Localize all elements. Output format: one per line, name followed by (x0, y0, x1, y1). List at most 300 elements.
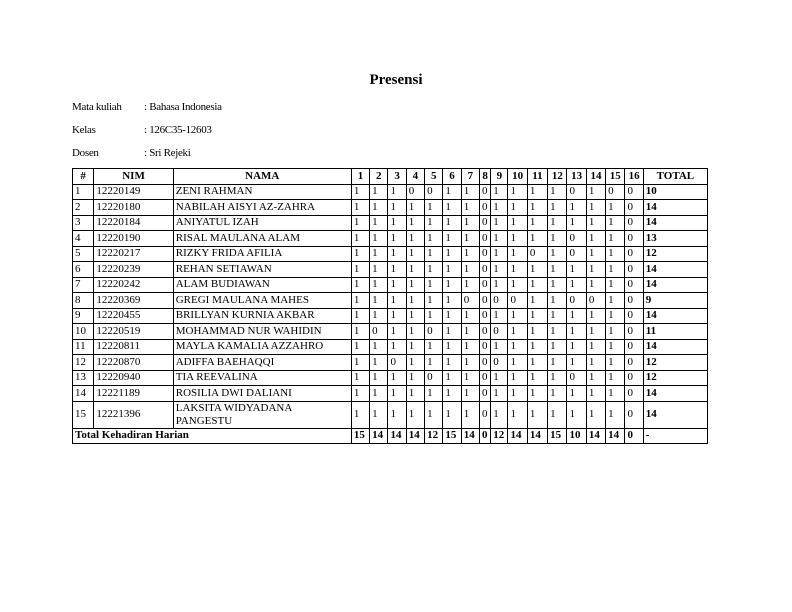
attendance-cell: 1 (461, 277, 479, 293)
attendance-cell: 1 (406, 231, 424, 247)
total-cell: 14 (643, 339, 707, 355)
attendance-cell: 0 (425, 370, 443, 386)
attendance-cell: 1 (425, 386, 443, 402)
attendance-cell: 1 (586, 184, 605, 200)
attendance-cell: 1 (606, 355, 625, 371)
attendance-cell: 1 (491, 215, 508, 231)
attendance-cell: 1 (527, 200, 547, 216)
attendance-cell: 1 (461, 184, 479, 200)
attendance-cell: 0 (480, 339, 491, 355)
attendance-cell: 0 (625, 386, 643, 402)
attendance-cell: 1 (370, 293, 388, 309)
attendance-cell: 1 (461, 308, 479, 324)
attendance-cell: 1 (406, 308, 424, 324)
daily-total-cell: 14 (527, 428, 547, 444)
table-row (73, 246, 708, 262)
attendance-cell: 1 (508, 277, 527, 293)
attendance-cell: 1 (461, 355, 479, 371)
student-nim: 12220519 (94, 324, 173, 340)
attendance-cell: 1 (508, 246, 527, 262)
attendance-cell: 1 (606, 401, 625, 428)
attendance-cell: 0 (480, 262, 491, 278)
attendance-cell: 1 (548, 262, 567, 278)
attendance-cell: 1 (606, 231, 625, 247)
attendance-cell: 1 (567, 262, 586, 278)
row-number: 4 (73, 231, 94, 247)
daily-total-cell: 0 (480, 428, 491, 444)
attendance-cell: 1 (443, 246, 461, 262)
student-nim: 12220149 (94, 184, 173, 200)
attendance-cell: 1 (443, 386, 461, 402)
attendance-cell: 1 (548, 324, 567, 340)
lecturer-label: Dosen (72, 147, 99, 159)
attendance-cell: 1 (425, 246, 443, 262)
attendance-cell: 1 (443, 401, 461, 428)
attendance-cell: 1 (548, 370, 567, 386)
row-number: 1 (73, 184, 94, 200)
table-row (73, 339, 708, 355)
attendance-cell: 1 (508, 308, 527, 324)
attendance-cell: 1 (461, 200, 479, 216)
attendance-cell: 1 (491, 277, 508, 293)
attendance-cell: 1 (370, 277, 388, 293)
column-header: 8 (480, 169, 491, 185)
attendance-cell: 1 (461, 231, 479, 247)
table-row (73, 370, 708, 386)
attendance-cell: 1 (527, 324, 547, 340)
attendance-cell: 1 (491, 184, 508, 200)
class-value: : 126C35-12603 (144, 124, 212, 136)
total-row (73, 428, 708, 444)
total-cell: 10 (643, 184, 707, 200)
table-row (73, 231, 708, 247)
attendance-cell: 1 (425, 277, 443, 293)
attendance-cell: 1 (548, 293, 567, 309)
attendance-cell: 1 (491, 200, 508, 216)
table-row (73, 262, 708, 278)
row-number: 8 (73, 293, 94, 309)
attendance-cell: 1 (606, 215, 625, 231)
total-cell: 12 (643, 246, 707, 262)
row-number: 3 (73, 215, 94, 231)
attendance-cell: 0 (480, 277, 491, 293)
attendance-cell: 1 (606, 324, 625, 340)
daily-total-cell: 15 (351, 428, 369, 444)
attendance-cell: 1 (461, 262, 479, 278)
attendance-cell: 0 (491, 355, 508, 371)
row-number: 14 (73, 386, 94, 402)
attendance-cell: 0 (480, 184, 491, 200)
daily-total-cell: 14 (406, 428, 424, 444)
attendance-cell: 1 (406, 262, 424, 278)
attendance-cell: 1 (527, 262, 547, 278)
attendance-cell: 1 (406, 386, 424, 402)
attendance-cell: 1 (548, 184, 567, 200)
attendance-cell: 1 (370, 262, 388, 278)
table-row (73, 401, 708, 428)
attendance-cell: 0 (406, 184, 424, 200)
attendance-cell: 1 (388, 339, 406, 355)
attendance-cell: 0 (606, 184, 625, 200)
student-name: MAYLA KAMALIA AZZAHRO (173, 339, 351, 355)
page-title: Presensi (369, 72, 423, 88)
attendance-cell: 1 (461, 339, 479, 355)
attendance-cell: 1 (461, 215, 479, 231)
attendance-cell: 1 (370, 339, 388, 355)
attendance-cell: 1 (586, 339, 605, 355)
student-name: ANIYATUL IZAH (173, 215, 351, 231)
attendance-cell: 1 (508, 262, 527, 278)
attendance-cell: 1 (425, 215, 443, 231)
row-number: 2 (73, 200, 94, 216)
attendance-cell: 1 (370, 386, 388, 402)
attendance-cell: 1 (425, 262, 443, 278)
row-number: 15 (73, 401, 94, 428)
attendance-cell: 1 (406, 277, 424, 293)
attendance-cell: 1 (508, 401, 527, 428)
attendance-cell: 1 (586, 308, 605, 324)
attendance-cell: 0 (480, 293, 491, 309)
attendance-cell: 0 (425, 324, 443, 340)
total-cell: 14 (643, 308, 707, 324)
student-name: ZENI RAHMAN (173, 184, 351, 200)
attendance-cell: 1 (527, 215, 547, 231)
attendance-cell: 1 (443, 215, 461, 231)
attendance-cell: 1 (443, 231, 461, 247)
table-row (73, 277, 708, 293)
column-header: 6 (443, 169, 461, 185)
attendance-cell: 1 (606, 200, 625, 216)
attendance-cell: 0 (625, 231, 643, 247)
attendance-cell: 1 (388, 246, 406, 262)
student-nim: 12220940 (94, 370, 173, 386)
lecturer-value: : Sri Rejeki (144, 147, 191, 159)
attendance-cell: 1 (606, 262, 625, 278)
column-header: 5 (425, 169, 443, 185)
attendance-cell: 1 (508, 215, 527, 231)
attendance-cell: 1 (388, 200, 406, 216)
attendance-cell: 1 (586, 355, 605, 371)
attendance-cell: 1 (370, 355, 388, 371)
student-nim: 12221396 (94, 401, 173, 428)
attendance-cell: 0 (625, 184, 643, 200)
attendance-cell: 1 (425, 200, 443, 216)
attendance-cell: 1 (527, 370, 547, 386)
table-row (73, 355, 708, 371)
attendance-cell: 1 (508, 355, 527, 371)
grand-total-cell: - (643, 428, 707, 444)
attendance-cell: 0 (625, 277, 643, 293)
attendance-cell: 1 (491, 339, 508, 355)
attendance-cell: 1 (425, 293, 443, 309)
attendance-cell: 1 (388, 215, 406, 231)
attendance-cell: 1 (567, 339, 586, 355)
attendance-cell: 1 (425, 339, 443, 355)
column-header: 7 (461, 169, 479, 185)
attendance-cell: 1 (406, 324, 424, 340)
attendance-cell: 1 (351, 355, 369, 371)
attendance-cell: 1 (567, 200, 586, 216)
daily-total-cell: 10 (567, 428, 586, 444)
attendance-cell: 1 (388, 401, 406, 428)
attendance-cell: 0 (567, 231, 586, 247)
daily-total-cell: 15 (548, 428, 567, 444)
attendance-cell: 0 (480, 324, 491, 340)
attendance-cell: 1 (527, 293, 547, 309)
attendance-cell: 1 (491, 262, 508, 278)
row-number: 13 (73, 370, 94, 386)
attendance-cell: 1 (606, 339, 625, 355)
attendance-cell: 1 (370, 370, 388, 386)
row-number: 6 (73, 262, 94, 278)
attendance-cell: 1 (351, 386, 369, 402)
table-row (73, 293, 708, 309)
student-name: NABILAH AISYI AZ-ZAHRA (173, 200, 351, 216)
total-cell: 14 (643, 262, 707, 278)
student-name: GREGI MAULANA MAHES (173, 293, 351, 309)
attendance-cell: 0 (425, 184, 443, 200)
attendance-cell: 1 (406, 370, 424, 386)
attendance-cell: 1 (388, 262, 406, 278)
attendance-cell: 1 (388, 370, 406, 386)
column-header: # (73, 169, 94, 185)
attendance-cell: 1 (586, 231, 605, 247)
attendance-cell: 1 (425, 355, 443, 371)
student-nim: 12220455 (94, 308, 173, 324)
attendance-cell: 0 (625, 293, 643, 309)
student-nim: 12220239 (94, 262, 173, 278)
attendance-cell: 1 (548, 308, 567, 324)
attendance-cell: 0 (480, 308, 491, 324)
daily-total-cell: 14 (370, 428, 388, 444)
attendance-cell: 1 (406, 293, 424, 309)
attendance-cell: 0 (625, 401, 643, 428)
attendance-cell: 1 (508, 386, 527, 402)
daily-total-cell: 14 (586, 428, 605, 444)
attendance-cell: 1 (527, 355, 547, 371)
attendance-cell: 1 (606, 308, 625, 324)
attendance-cell: 1 (586, 262, 605, 278)
attendance-cell: 1 (527, 401, 547, 428)
attendance-cell: 0 (625, 308, 643, 324)
attendance-cell: 0 (370, 324, 388, 340)
table-row (73, 200, 708, 216)
attendance-cell: 0 (480, 401, 491, 428)
attendance-cell: 1 (586, 401, 605, 428)
student-name: ROSILIA DWI DALIANI (173, 386, 351, 402)
row-number: 5 (73, 246, 94, 262)
attendance-cell: 1 (548, 401, 567, 428)
student-nim: 12220180 (94, 200, 173, 216)
attendance-cell: 1 (461, 370, 479, 386)
attendance-cell: 1 (586, 277, 605, 293)
attendance-cell: 1 (406, 246, 424, 262)
attendance-cell: 1 (606, 293, 625, 309)
student-name: LAKSITA WIDYADANA PANGESTU (173, 401, 351, 428)
attendance-cell: 1 (508, 370, 527, 386)
attendance-cell: 1 (351, 324, 369, 340)
attendance-cell: 0 (567, 184, 586, 200)
attendance-cell: 0 (586, 293, 605, 309)
table-row (73, 184, 708, 200)
total-cell: 12 (643, 370, 707, 386)
attendance-cell: 1 (567, 386, 586, 402)
attendance-cell: 1 (567, 277, 586, 293)
attendance-cell: 1 (527, 339, 547, 355)
attendance-cell: 1 (425, 308, 443, 324)
column-header: NIM (94, 169, 173, 185)
attendance-cell: 1 (406, 215, 424, 231)
total-cell: 14 (643, 215, 707, 231)
student-nim: 12220217 (94, 246, 173, 262)
attendance-cell: 1 (388, 293, 406, 309)
attendance-cell: 1 (491, 308, 508, 324)
daily-total-cell: 14 (388, 428, 406, 444)
attendance-cell: 1 (351, 262, 369, 278)
attendance-cell: 1 (606, 386, 625, 402)
attendance-cell: 1 (370, 215, 388, 231)
table-row (73, 215, 708, 231)
attendance-cell: 1 (351, 200, 369, 216)
attendance-cell: 1 (567, 215, 586, 231)
daily-total-cell: 12 (425, 428, 443, 444)
attendance-cell: 1 (527, 231, 547, 247)
attendance-cell: 0 (480, 370, 491, 386)
column-header: 4 (406, 169, 424, 185)
total-cell: 12 (643, 355, 707, 371)
attendance-cell: 1 (443, 184, 461, 200)
header-row (73, 169, 708, 185)
column-header: 3 (388, 169, 406, 185)
column-header: 10 (508, 169, 527, 185)
attendance-cell: 0 (480, 355, 491, 371)
total-cell: 14 (643, 401, 707, 428)
attendance-cell: 1 (508, 200, 527, 216)
attendance-cell: 1 (508, 231, 527, 247)
student-nim: 12220811 (94, 339, 173, 355)
attendance-cell: 1 (606, 277, 625, 293)
attendance-cell: 0 (508, 293, 527, 309)
column-header: 13 (567, 169, 586, 185)
attendance-cell: 1 (606, 246, 625, 262)
attendance-cell: 1 (548, 277, 567, 293)
attendance-cell: 1 (586, 370, 605, 386)
attendance-cell: 1 (461, 401, 479, 428)
attendance-cell: 1 (567, 324, 586, 340)
attendance-cell: 1 (388, 231, 406, 247)
attendance-cell: 0 (625, 262, 643, 278)
attendance-cell: 1 (527, 184, 547, 200)
attendance-cell: 1 (443, 370, 461, 386)
attendance-cell: 1 (351, 277, 369, 293)
attendance-cell: 1 (548, 231, 567, 247)
column-header: 14 (586, 169, 605, 185)
attendance-cell: 0 (527, 246, 547, 262)
attendance-cell: 1 (406, 401, 424, 428)
attendance-cell: 0 (625, 355, 643, 371)
attendance-cell: 0 (625, 215, 643, 231)
attendance-cell: 1 (586, 386, 605, 402)
attendance-cell: 1 (586, 324, 605, 340)
attendance-cell: 1 (491, 246, 508, 262)
attendance-cell: 1 (586, 246, 605, 262)
attendance-cell: 1 (443, 277, 461, 293)
attendance-cell: 1 (388, 184, 406, 200)
attendance-cell: 1 (527, 386, 547, 402)
attendance-cell: 1 (548, 200, 567, 216)
daily-total-cell: 0 (625, 428, 643, 444)
attendance-cell: 0 (480, 246, 491, 262)
attendance-cell: 1 (491, 370, 508, 386)
attendance-cell: 1 (508, 339, 527, 355)
column-header: 11 (527, 169, 547, 185)
attendance-cell: 1 (461, 386, 479, 402)
attendance-cell: 1 (351, 308, 369, 324)
attendance-cell: 0 (480, 386, 491, 402)
attendance-cell: 1 (548, 246, 567, 262)
attendance-cell: 1 (443, 355, 461, 371)
attendance-cell: 1 (370, 308, 388, 324)
attendance-cell: 1 (443, 308, 461, 324)
student-name: ALAM BUDIAWAN (173, 277, 351, 293)
total-cell: 14 (643, 386, 707, 402)
attendance-table (72, 168, 708, 444)
course-line (72, 101, 222, 113)
student-name: RIZKY FRIDA AFILIA (173, 246, 351, 262)
class-label: Kelas (72, 124, 96, 136)
attendance-cell: 1 (388, 308, 406, 324)
row-number: 7 (73, 277, 94, 293)
attendance-cell: 0 (480, 231, 491, 247)
column-header: 16 (625, 169, 643, 185)
table-row (73, 386, 708, 402)
daily-total-cell: 14 (508, 428, 527, 444)
attendance-cell: 1 (406, 355, 424, 371)
attendance-cell: 1 (443, 200, 461, 216)
column-header: 9 (491, 169, 508, 185)
attendance-cell: 1 (351, 215, 369, 231)
class-line (72, 124, 212, 136)
student-nim: 12220184 (94, 215, 173, 231)
attendance-cell: 1 (461, 324, 479, 340)
student-nim: 12221189 (94, 386, 173, 402)
attendance-cell: 1 (425, 401, 443, 428)
attendance-cell: 1 (548, 339, 567, 355)
student-name: REHAN SETIAWAN (173, 262, 351, 278)
attendance-cell: 1 (586, 200, 605, 216)
attendance-cell: 1 (370, 401, 388, 428)
attendance-cell: 0 (625, 200, 643, 216)
total-cell: 9 (643, 293, 707, 309)
attendance-cell: 0 (567, 293, 586, 309)
attendance-cell: 1 (491, 401, 508, 428)
attendance-cell: 1 (443, 324, 461, 340)
student-name: TIA REEVALINA (173, 370, 351, 386)
attendance-cell: 0 (625, 370, 643, 386)
attendance-cell: 1 (351, 246, 369, 262)
table-row (73, 308, 708, 324)
student-name: MOHAMMAD NUR WAHIDIN (173, 324, 351, 340)
student-nim: 12220242 (94, 277, 173, 293)
attendance-cell: 1 (443, 293, 461, 309)
attendance-cell: 1 (388, 324, 406, 340)
attendance-cell: 1 (548, 355, 567, 371)
attendance-cell: 0 (625, 339, 643, 355)
attendance-cell: 0 (491, 324, 508, 340)
attendance-cell: 1 (527, 277, 547, 293)
lecturer-line (72, 147, 191, 159)
attendance-cell: 1 (548, 386, 567, 402)
